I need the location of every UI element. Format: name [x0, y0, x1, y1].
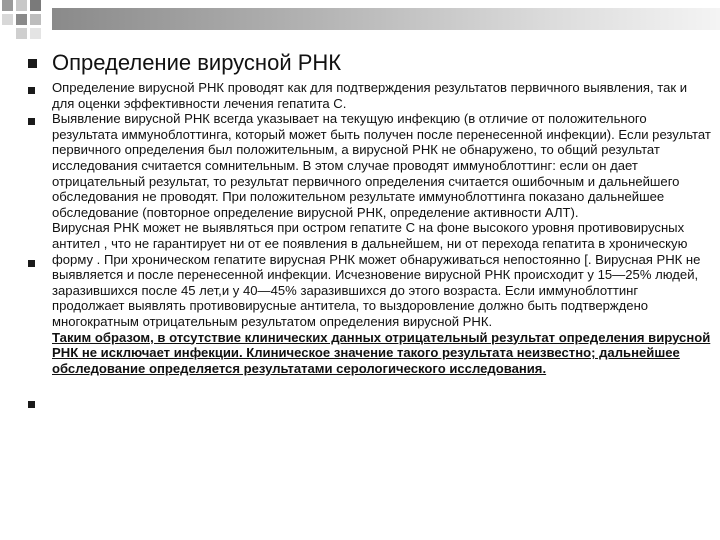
decor-square	[30, 14, 41, 25]
paragraph-bullet	[28, 260, 35, 267]
title-bullet	[28, 59, 37, 68]
decor-square	[2, 0, 13, 11]
decor-square	[16, 0, 27, 11]
decor-square	[16, 14, 27, 25]
decorative-header	[0, 0, 720, 48]
paragraph-bullet	[28, 118, 35, 125]
decor-square	[30, 0, 41, 11]
paragraph-bullet	[28, 401, 35, 408]
paragraph-bullet	[28, 87, 35, 94]
paragraph-conclusion: Таким образом, в отсутствие клинических данных отрицательный результат определения вирусной РНК не исключает инфекции. Клиническое значение такого результата неизвестно; дальнейшее обследование определяется результатами серологического исследования.	[52, 329, 711, 376]
body-text	[52, 80, 712, 376]
decor-square	[16, 28, 27, 39]
decor-square	[2, 14, 13, 25]
paragraph-chronic: Вирусная РНК может не выявляться при остром гепатите С на фоне высокого уровня противовирусных антител , что не гарантирует ни от ее появления в дальнейшем, ни от перехода гепатита в хроническую форму . При хроническом гепатите вирусная РНК может обнаруживаться непостоянно [. Вирусная РНК не выявляется и после перенесенной инфекции. Исчезновение вирусной РНК происходит у 15—25% людей, заразившихся после 45 лет,и у 40—45% заразившихся до этого возраста. Если иммуноблоттинг продолжает выявлять противовирусные антитела, то выздоровление должно быть подтверждено многократным отрицательным результатом определения вирусной РНК.	[52, 220, 701, 329]
decor-square	[30, 28, 41, 39]
header-gradient-bar	[52, 8, 720, 30]
page-title: Определение вирусной РНК	[52, 50, 342, 75]
paragraph-detection: Выявление вирусной РНК всегда указывает на текущую инфекцию (в отличие от положительного результата иммуноблоттинга, который может быть получен после перенесенной инфекции). Если результат первичного определения был положительным, а вирусной РНК не обнаружено, то общий результат исследования считается сомнительным. В этом случае проводят иммуноблоттинг: если он дает отрицательный результат, то результат первичного определения считается ошибочным и дальнейшего обследования не проводят. При положительном результате иммуноблоттинга показано дальнейшее обследование (повторное определение вирусной РНК, определение активности АЛТ).	[52, 111, 711, 220]
paragraph-purpose: Определение вирусной РНК проводят как для подтверждения результатов первичного выявления, так и для оценки эффективности лечения гепатита С.	[52, 80, 688, 111]
